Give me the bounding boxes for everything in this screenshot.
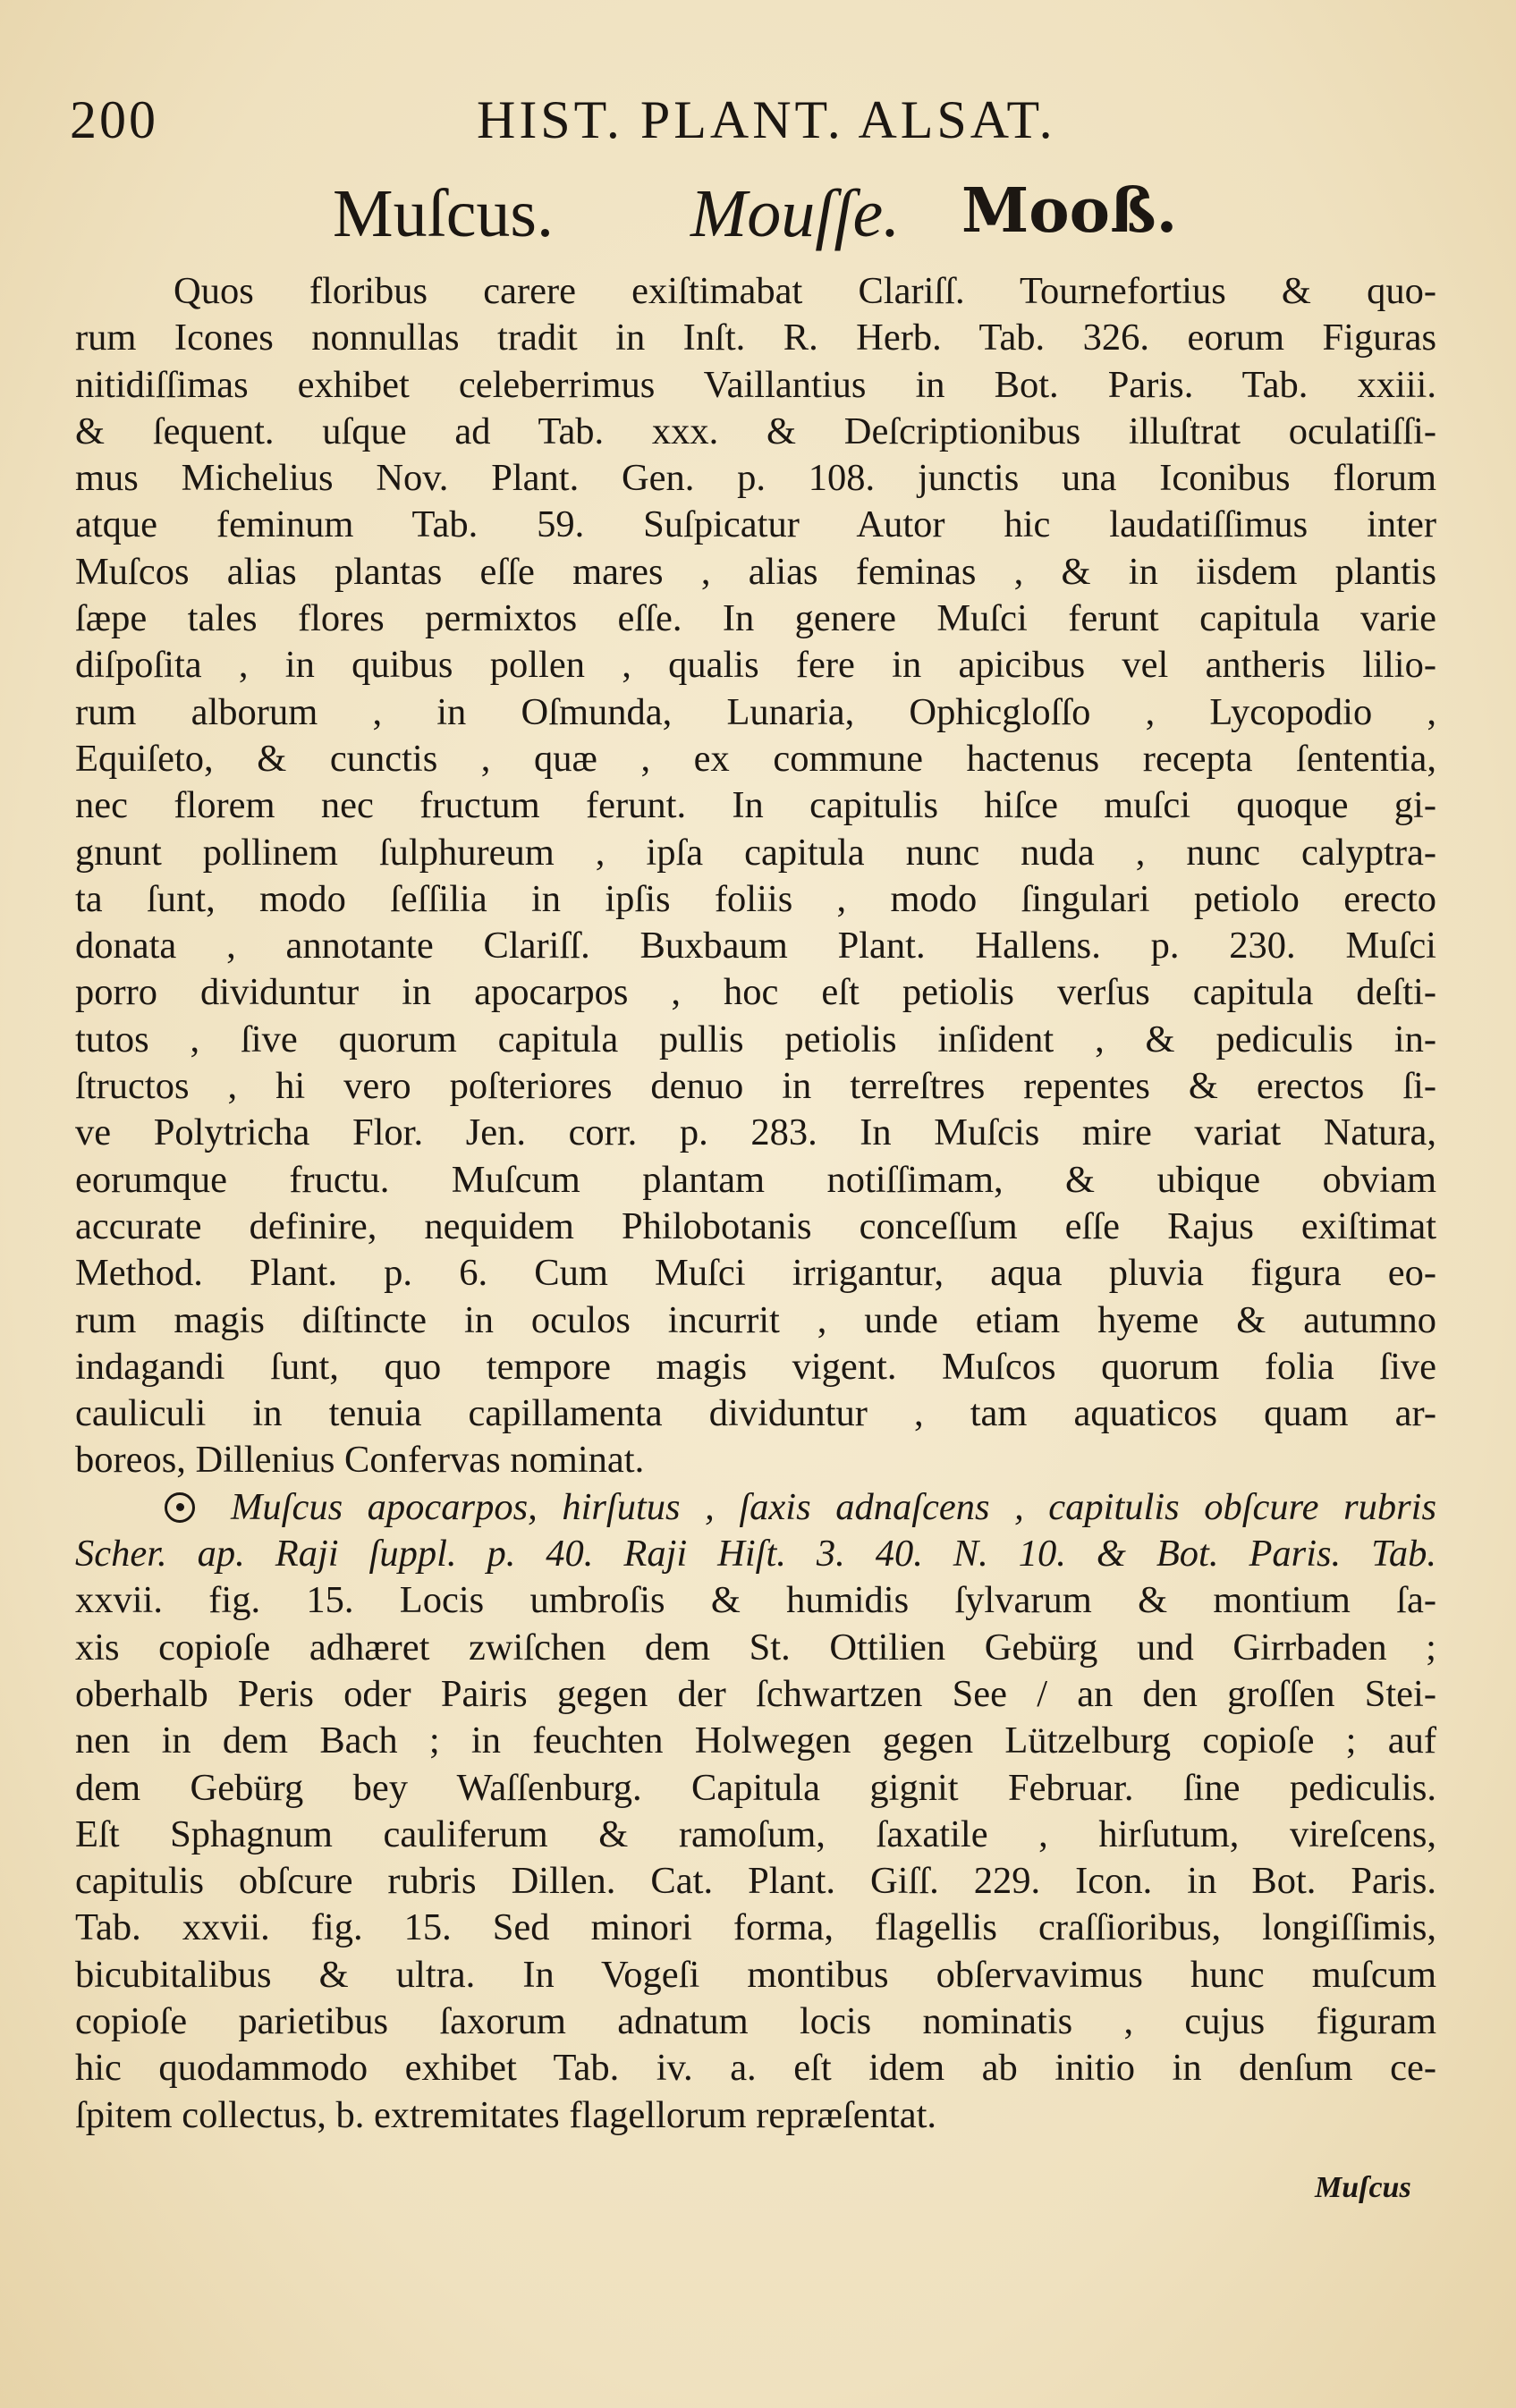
page-number: 200 <box>70 90 158 149</box>
text-line: mus Michelius Nov. Plant. Gen. p. 108. junctis una Iconibus florum <box>75 457 1436 500</box>
text-line: & ſequent. uſque ad Tab. xxx. & Deſcriptionibus illuſtrat oculatiſſi- <box>75 410 1436 452</box>
text-line: Eſt Sphagnum cauliferum & ramoſum, ſaxatile , hirſutum, vireſcens, <box>75 1812 1436 1855</box>
title-french: Mouſſe. <box>690 176 901 251</box>
text-line: accurate definire, nequidem Philobotanis conceſſum eſſe Rajus exiſtimat <box>75 1204 1436 1247</box>
section-title <box>0 175 1516 256</box>
text-line: ve Polytricha Flor. Jen. corr. p. 283. In Muſcis mire variat Natura, <box>75 1111 1436 1154</box>
body-text <box>75 268 1436 2139</box>
text-line: xis copioſe adhæret zwiſchen dem St. Ottilien Gebürg und Girrbaden ; <box>75 1626 1436 1669</box>
text-line: indagandi ſunt, quo tempore magis vigent. Muſcos quorum folia ſive <box>75 1345 1436 1388</box>
text-line: cauliculi in tenuia capillamenta dividuntur , tam aquaticos quam ar- <box>75 1392 1436 1435</box>
perennial-symbol-icon <box>165 1492 195 1523</box>
text-line: Muſcos alias plantas eſſe mares , alias feminas , & in iisdem plantis <box>75 550 1436 593</box>
text-line: ta ſunt, modo ſeſſilia in ipſis foliis , modo ſingulari petiolo erecto <box>75 877 1436 920</box>
text-line: copioſe parietibus ſaxorum adnatum locis nominatis , cujus figuram <box>75 1999 1436 2042</box>
text-line: eorumque fructu. Muſcum plantam notiſſimam, & ubique obviam <box>75 1158 1436 1201</box>
catchword: Muſcus <box>1315 2171 1411 2204</box>
text-line: dem Gebürg bey Waſſenburg. Capitula gignit Februar. ſine pediculis. <box>75 1766 1436 1809</box>
text-line: tutos , ſive quorum capitula pullis petiolis inſident , & pediculis in- <box>75 1018 1436 1060</box>
title-latin: Muſcus. <box>333 176 554 251</box>
text-line-italic: Scher. ap. Raji ſuppl. p. 40. Raji Hiſt. 3. 40. N. 10. & Bot. Paris. Tab. <box>75 1533 1436 1576</box>
text-line: ſpitem collectus, b. extremitates flagellorum repræſentat. <box>75 2093 937 2136</box>
running-title: HIST. PLANT. ALSAT. <box>477 90 1056 149</box>
text-line: ſæpe tales flores permixtos eſſe. In genere Muſci ferunt capitula varie <box>75 597 1436 640</box>
text-line: rum alborum , in Oſmunda, Lunaria, Ophicgloſſo , Lycopodio , <box>75 690 1436 733</box>
text-line: Tab. xxvii. fig. 15. Sed minori forma, flagellis craſſioribus, longiſſimis, <box>75 1906 1436 1949</box>
text-line: xxvii. fig. 15. Locis umbroſis & humidis ſylvarum & montium ſa- <box>75 1579 1436 1622</box>
text-line: Method. Plant. p. 6. Cum Muſci irrigantur, aqua pluvia figura eo- <box>75 1252 1436 1295</box>
title-german: Mooß. <box>961 175 1178 247</box>
text-line: nec florem nec fructum ferunt. In capitulis hiſce muſci quoque gi- <box>75 784 1436 827</box>
text-line: Equiſeto, & cunctis , quæ , ex commune hactenus recepta ſententia, <box>75 737 1436 780</box>
text-line: Quos floribus carere exiſtimabat Clariſſ. Tournefortius & quo- <box>174 270 1436 312</box>
text-line: bicubitalibus & ultra. In Vogeſi montibus obſervavimus hunc muſcum <box>75 1953 1436 1996</box>
running-head <box>70 89 1452 152</box>
text-line: hic quodammodo exhibet Tab. iv. a. eſt idem ab initio in denſum ce- <box>75 2047 1436 2090</box>
text-line: atque feminum Tab. 59. Suſpicatur Autor hic laudatiſſimus inter <box>75 503 1436 546</box>
species-line <box>75 1484 1436 1531</box>
text-line: rum magis diſtincte in oculos incurrit , unde etiam hyeme & autumno <box>75 1298 1436 1341</box>
text-line: nen in dem Bach ; in feuchten Holwegen gegen Lützelburg copioſe ; auf <box>75 1719 1436 1762</box>
text-line: donata , annotante Clariſſ. Buxbaum Plant. Hallens. p. 230. Muſci <box>75 925 1436 967</box>
text-line: boreos, Dillenius Confervas nominat. <box>75 1439 645 1482</box>
text-line: porro dividuntur in apocarpos , hoc eſt petiolis verſus capitula deſti- <box>75 971 1436 1014</box>
text-line: capitulis obſcure rubris Dillen. Cat. Plant. Giſſ. 229. Icon. in Bot. Paris. <box>75 1860 1436 1903</box>
text-line: rum Icones nonnullas tradit in Inſt. R. Herb. Tab. 326. eorum Figuras <box>75 317 1436 359</box>
text-line: gnunt pollinem ſulphureum , ipſa capitula nunc nuda , nunc calyptra- <box>75 831 1436 874</box>
text-line: ſtructos , hi vero poſteriores denuo in terreſtres repentes & erectos ſi- <box>75 1065 1436 1108</box>
species-name: Muſcus apocarpos, hirſutus , ſaxis adnaſcens , capitulis obſcure rubris <box>231 1485 1436 1528</box>
text-line: oberhalb Peris oder Pairis gegen der ſchwartzen See / an den groſſen Stei- <box>75 1672 1436 1715</box>
text-line: nitidiſſimas exhibet celeberrimus Vaillantius in Bot. Paris. Tab. xxiii. <box>75 363 1436 406</box>
text-line: diſpoſita , in quibus pollen , qualis fere in apicibus vel antheris lilio- <box>75 644 1436 687</box>
text-line <box>75 1531 1436 1577</box>
